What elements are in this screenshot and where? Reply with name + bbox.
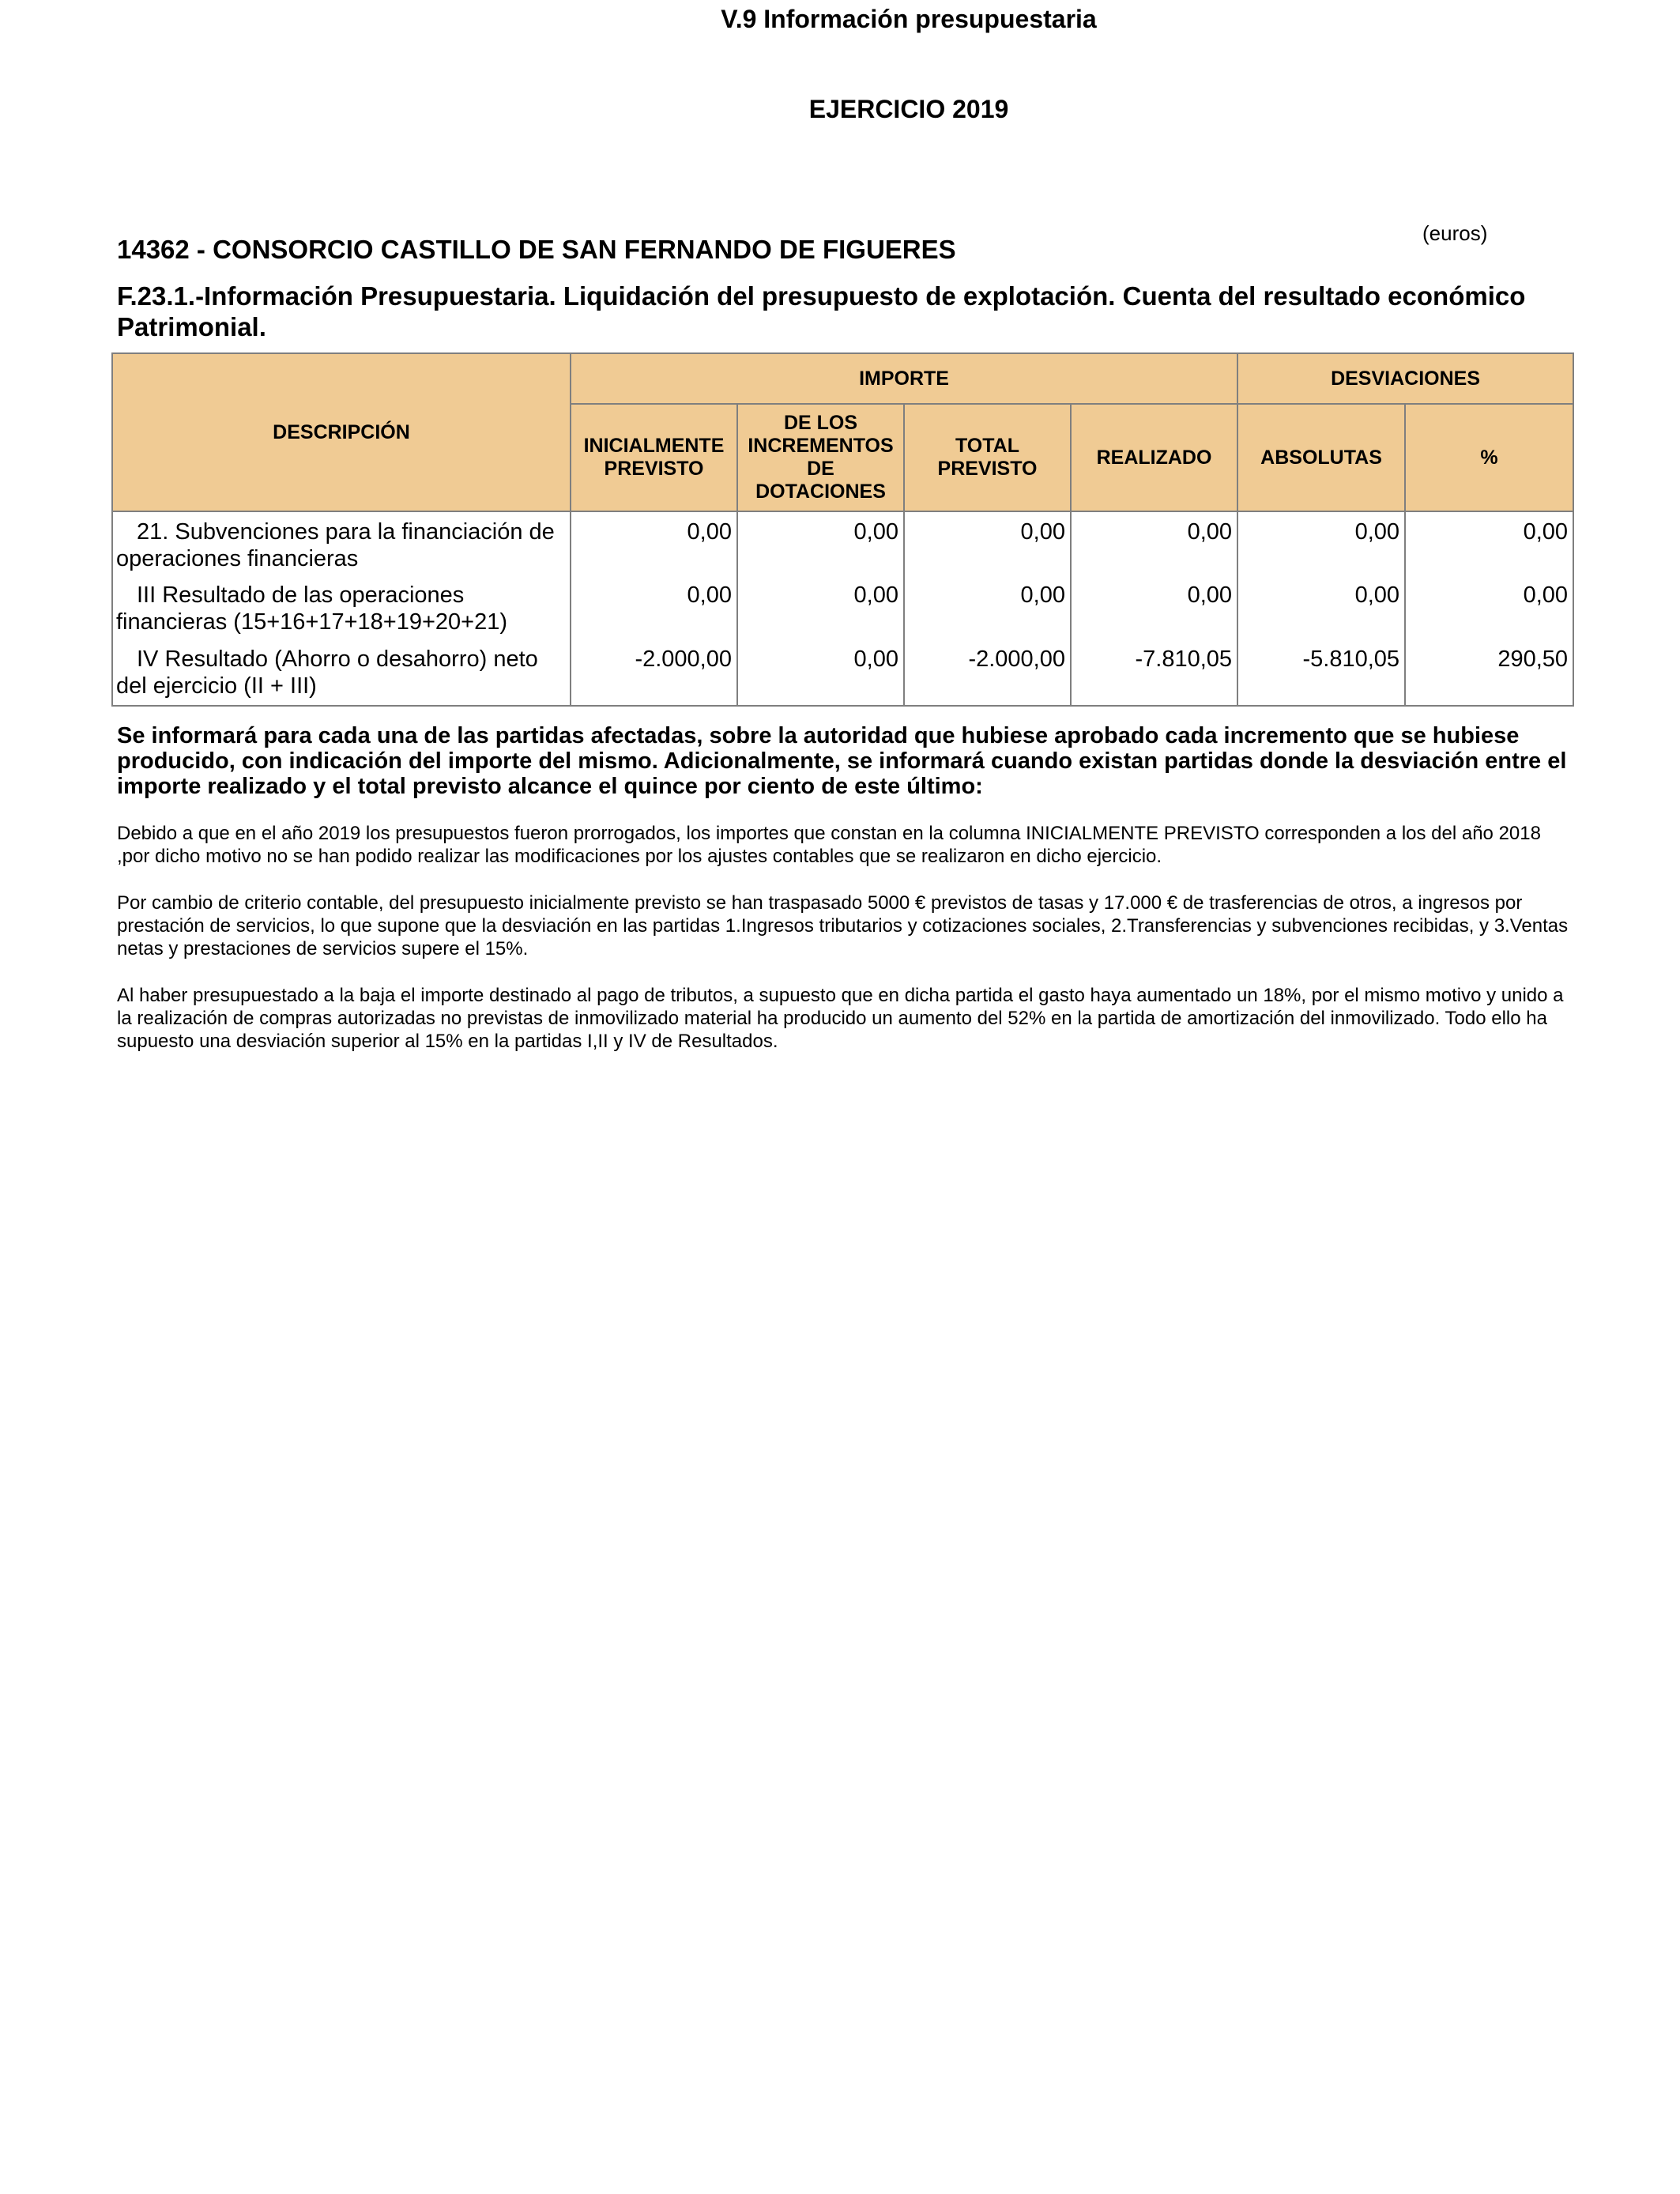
cell-realizado: 0,00: [1071, 575, 1237, 639]
budget-table: [111, 352, 1574, 707]
note-paragraph: Al haber presupuestado a la baja el importe destinado al pago de tributos, a supuesto que en dicha partida el gasto haya aumentado un 18%, por el mismo motivo y unido a la realización de compras autorizadas no previstas de inmovilizado material ha producido un aumento del 52% en la partida de amortización del inmovilizado. Todo ello ha supuesto una desviación superior al 15% en la partidas I,II y IV de Resultados.: [117, 985, 1564, 1052]
group-header-desviaciones: DESVIACIONES: [1237, 353, 1573, 404]
cell-porcentaje: 0,00: [1405, 511, 1573, 575]
cell-total-previsto: 0,00: [904, 575, 1071, 639]
column-header-incrementos: DE LOS INCREMENTOS DE DOTACIONES: [737, 404, 904, 511]
cell-inicialmente-previsto: 0,00: [571, 575, 737, 639]
cell-inicialmente-previsto: -2.000,00: [571, 639, 737, 706]
note-paragraph: Por cambio de criterio contable, del presupuesto inicialmente previsto se han traspasado 5000 € previstos de tasas y 17.000 € de trasferencias de otros, a ingresos por prestación de servicios, lo que supone que la desviación en las partidas 1.Ingresos tributarios y cotizaciones sociales, 2.Transferencias y subvenciones recibidas, y 3.Ventas netas y prestaciones de servicios supere el 15%.: [117, 892, 1569, 959]
table-row: [112, 639, 1573, 706]
column-header-inicialmente-previsto: INICIALMENTE PREVISTO: [571, 404, 737, 511]
row-description: IV Resultado (Ahorro o desahorro) neto del ejercicio (II + III): [112, 639, 571, 706]
cell-realizado: 0,00: [1071, 511, 1237, 575]
row-description: 21. Subvenciones para la financiación de operaciones financieras: [112, 511, 571, 575]
form-title: F.23.1.-Información Presupuestaria. Liquidación del presupuesto de explotación. Cuenta del resultado económico Patrimonial.: [117, 281, 1526, 341]
currency-units: (euros): [1422, 221, 1488, 245]
table-row: [112, 575, 1573, 639]
instruction-text: Se informará para cada una de las partidas afectadas, sobre la autoridad que hubiese aprobado cada incremento que se hubiese producido, con indicación del importe del mismo. Adicionalmente, se informará cuando existan partidas donde la desviación entre el importe realizado y el total previsto alcance el quince por ciento de este último:: [117, 723, 1567, 799]
table-row: [112, 511, 1573, 575]
cell-porcentaje: 290,50: [1405, 639, 1573, 706]
cell-total-previsto: -2.000,00: [904, 639, 1071, 706]
column-header-absolutas: ABSOLUTAS: [1237, 404, 1405, 511]
row-description: III Resultado de las operaciones financieras (15+16+17+18+19+20+21): [112, 575, 571, 639]
cell-realizado: -7.810,05: [1071, 639, 1237, 706]
column-header-porcentaje: %: [1405, 404, 1573, 511]
cell-incrementos: 0,00: [737, 575, 904, 639]
table-header: [112, 353, 1573, 511]
cell-absolutas: -5.810,05: [1237, 639, 1405, 706]
cell-total-previsto: 0,00: [904, 511, 1071, 575]
entity-name: 14362 - CONSORCIO CASTILLO DE SAN FERNANDO DE FIGUERES: [117, 235, 956, 264]
column-header-total-previsto: TOTAL PREVISTO: [904, 404, 1071, 511]
cell-porcentaje: 0,00: [1405, 575, 1573, 639]
fiscal-year-title: EJERCICIO 2019: [808, 95, 1009, 123]
column-header-descripcion: DESCRIPCIÓN: [112, 353, 571, 511]
cell-inicialmente-previsto: 0,00: [571, 511, 737, 575]
note-paragraph: Debido a que en el año 2019 los presupuestos fueron prorrogados, los importes que constan en la columna INICIALMENTE PREVISTO corresponden a los del año 2018 ,por dicho motivo no se han podido realizar las modificaciones por los ajustes contables que se realizaron en dicho ejercicio.: [117, 823, 1541, 867]
cell-absolutas: 0,00: [1237, 575, 1405, 639]
cell-incrementos: 0,00: [737, 639, 904, 706]
cell-incrementos: 0,00: [737, 511, 904, 575]
group-header-importe: IMPORTE: [571, 353, 1237, 404]
column-header-realizado: REALIZADO: [1071, 404, 1237, 511]
section-title: V.9 Información presupuestaria: [721, 5, 1097, 33]
cell-absolutas: 0,00: [1237, 511, 1405, 575]
